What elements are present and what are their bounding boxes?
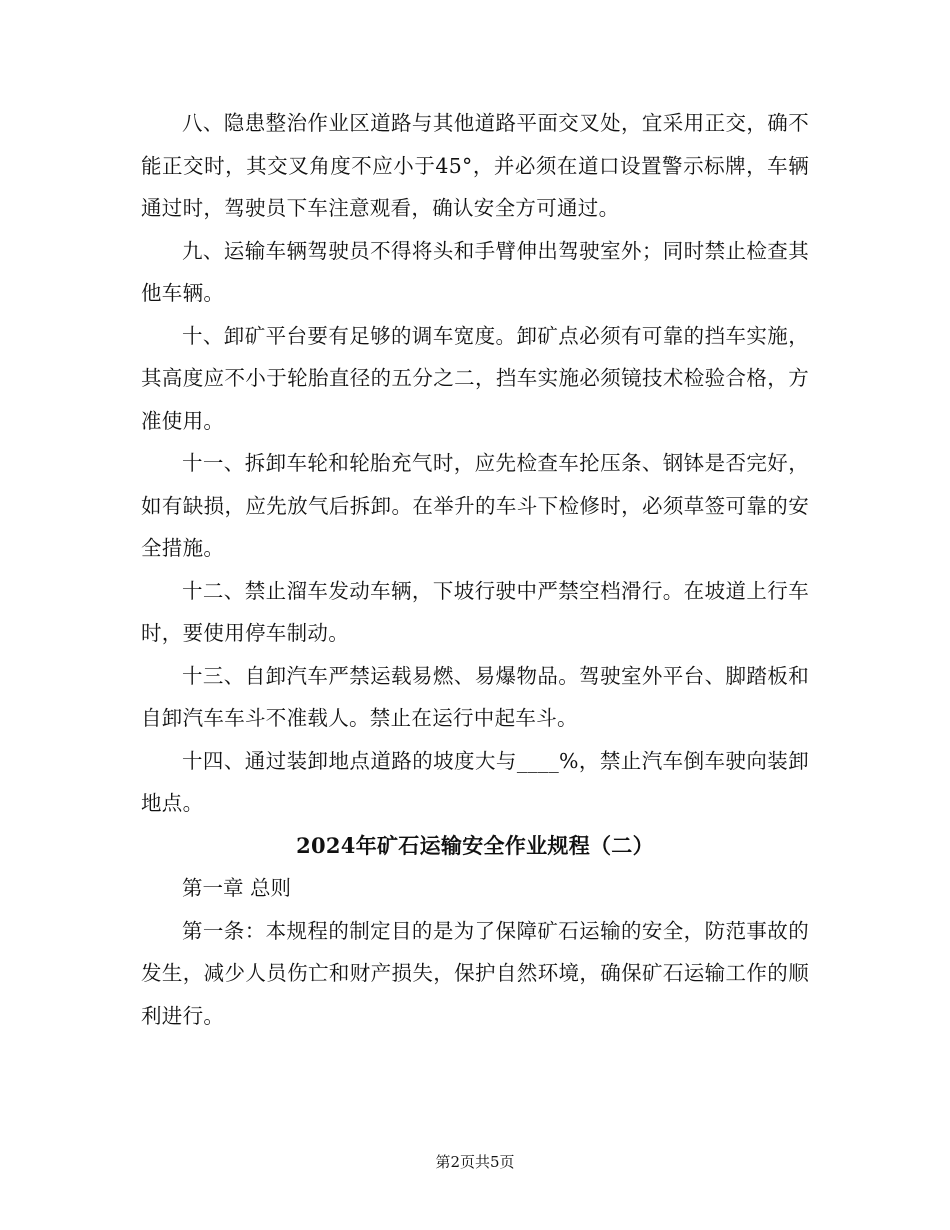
page-number-footer: 第2页共5页 [435, 1153, 515, 1171]
article-1: 第一条：本规程的制定目的是为了保障矿石运输的安全，防范事故的发生，减少人员伤亡和财产损失，保护自然环境，确保矿石运输工作的顺利进行。 [141, 918, 809, 1028]
paragraph-13: 十三、自卸汽车严禁运载易燃、易爆物品。驾驶室外平台、脚踏板和自卸汽车车斗不准载人。禁止在运行中起车斗。 [141, 663, 809, 730]
section-title: 2024年矿石运输安全作业规程（二） [296, 832, 654, 858]
document-body [141, 102, 809, 1037]
paragraph-11: 十一、拆卸车轮和轮胎充气时，应先检查车抡压条、钢钵是否完好，如有缺损，应先放气后拆卸。在举升的车斗下检修时，必须草签可靠的安全措施。 [141, 451, 809, 560]
paragraph-12: 十二、禁止溜车发动车辆，下坡行驶中严禁空档滑行。在坡道上行车时，要使用停车制动。 [141, 578, 809, 645]
paragraph-9: 九、运输车辆驾驶员不得将头和手臂伸出驾驶室外；同时禁止检查其他车辆。 [141, 238, 809, 305]
paragraph-8: 八、隐患整治作业区道路与其他道路平面交叉处，宜采用正交，确不能正交时，其交叉角度不应小于45°，并必须在道口设置警示标牌，车辆通过时，驾驶员下车注意观看，确认安全方可通过。 [141, 111, 809, 220]
chapter-title: 第一章 总则 [182, 876, 292, 900]
paragraph-14: 十四、通过装卸地点道路的坡度大与____%，禁止汽车倒车驶向装卸地点。 [141, 748, 809, 815]
paragraph-10: 十、卸矿平台要有足够的调车宽度。卸矿点必须有可靠的挡车实施，其高度应不小于轮胎直径的五分之二，挡车实施必须镜技术检验合格，方准使用。 [141, 323, 809, 433]
